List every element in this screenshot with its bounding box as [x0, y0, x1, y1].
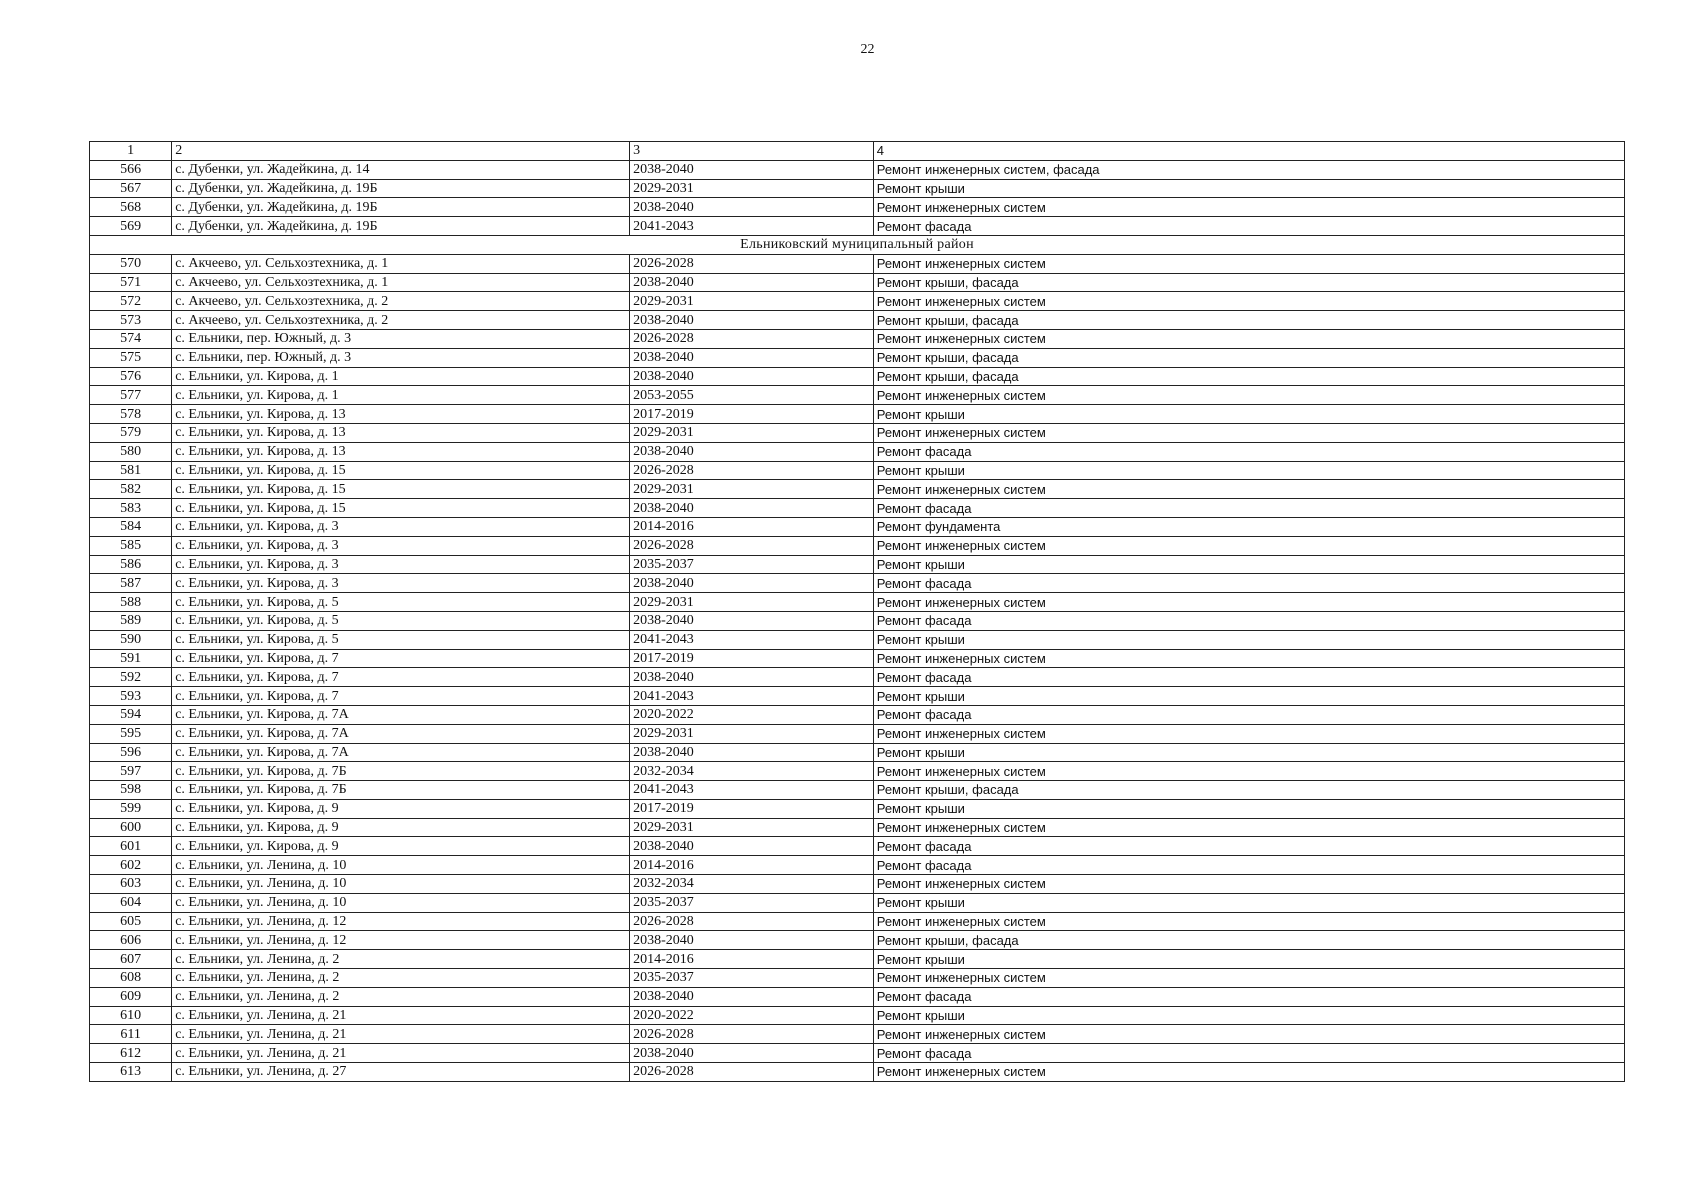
table-row: [90, 611, 1625, 630]
row-number-cell: 569: [90, 217, 172, 236]
work-type-cell: Ремонт крыши, фасада: [873, 781, 1624, 800]
address-cell: с. Ельники, ул. Кирова, д. 3: [172, 536, 630, 555]
row-number-cell: 612: [90, 1044, 172, 1063]
period-cell: 2026-2028: [630, 461, 874, 480]
work-type-cell: Ремонт крыши, фасада: [873, 367, 1624, 386]
table-row: [90, 405, 1625, 424]
address-cell: с. Акчеево, ул. Сельхозтехника, д. 2: [172, 311, 630, 330]
table-row: [90, 461, 1625, 480]
district-title: Ельниковский муниципальный район: [90, 235, 1625, 254]
period-cell: 2035-2037: [630, 893, 874, 912]
work-type-cell: Ремонт инженерных систем: [873, 649, 1624, 668]
address-cell: с. Ельники, ул. Ленина, д. 21: [172, 1006, 630, 1025]
period-cell: 2029-2031: [630, 423, 874, 442]
address-cell: с. Ельники, ул. Кирова, д. 7: [172, 649, 630, 668]
address-cell: с. Ельники, ул. Кирова, д. 7А: [172, 705, 630, 724]
row-number-cell: 589: [90, 611, 172, 630]
table-row: [90, 517, 1625, 536]
table-row: [90, 912, 1625, 931]
table-row: [90, 893, 1625, 912]
row-number-cell: 609: [90, 987, 172, 1006]
period-cell: 2017-2019: [630, 405, 874, 424]
address-cell: с. Ельники, ул. Ленина, д. 21: [172, 1025, 630, 1044]
row-number-cell: 583: [90, 499, 172, 518]
work-type-cell: Ремонт инженерных систем: [873, 254, 1624, 273]
period-cell: 2038-2040: [630, 931, 874, 950]
table-row: [90, 179, 1625, 198]
address-cell: с. Ельники, ул. Кирова, д. 7Б: [172, 781, 630, 800]
work-type-cell: Ремонт крыши: [873, 555, 1624, 574]
work-type-cell: Ремонт фасада: [873, 611, 1624, 630]
row-number-cell: 578: [90, 405, 172, 424]
table-row: [90, 875, 1625, 894]
period-cell: 2029-2031: [630, 480, 874, 499]
period-cell: 2032-2034: [630, 762, 874, 781]
row-number-cell: 594: [90, 705, 172, 724]
table-row: [90, 705, 1625, 724]
work-type-cell: Ремонт инженерных систем: [873, 423, 1624, 442]
table-row: [90, 668, 1625, 687]
work-type-cell: Ремонт крыши: [873, 950, 1624, 969]
work-type-cell: Ремонт инженерных систем, фасада: [873, 160, 1624, 179]
address-cell: с. Ельники, ул. Ленина, д. 12: [172, 912, 630, 931]
row-number-cell: 572: [90, 292, 172, 311]
period-cell: 2014-2016: [630, 517, 874, 536]
period-cell: 2038-2040: [630, 987, 874, 1006]
period-cell: 2026-2028: [630, 1025, 874, 1044]
address-cell: с. Ельники, ул. Ленина, д. 2: [172, 950, 630, 969]
period-cell: 2053-2055: [630, 386, 874, 405]
work-type-cell: Ремонт инженерных систем: [873, 1063, 1624, 1082]
table-row: [90, 856, 1625, 875]
work-type-cell: Ремонт крыши: [873, 630, 1624, 649]
table-row: [90, 217, 1625, 236]
table-row: [90, 1025, 1625, 1044]
work-type-cell: Ремонт фасада: [873, 856, 1624, 875]
table-row: [90, 799, 1625, 818]
work-type-cell: Ремонт фасада: [873, 987, 1624, 1006]
row-number-cell: 599: [90, 799, 172, 818]
address-cell: с. Ельники, пер. Южный, д. 3: [172, 329, 630, 348]
table-row: [90, 743, 1625, 762]
table-row: [90, 687, 1625, 706]
table-row: [90, 1044, 1625, 1063]
period-cell: 2017-2019: [630, 649, 874, 668]
period-cell: 2038-2040: [630, 311, 874, 330]
work-type-cell: Ремонт инженерных систем: [873, 762, 1624, 781]
table-row: [90, 273, 1625, 292]
table-row: [90, 1063, 1625, 1082]
table-row: [90, 1006, 1625, 1025]
table-row: [90, 311, 1625, 330]
table-row: [90, 442, 1625, 461]
address-cell: с. Ельники, ул. Кирова, д. 5: [172, 611, 630, 630]
row-number-cell: 582: [90, 480, 172, 499]
table-row: [90, 292, 1625, 311]
address-cell: с. Ельники, ул. Ленина, д. 21: [172, 1044, 630, 1063]
column-header-3: 3: [630, 142, 874, 161]
period-cell: 2026-2028: [630, 254, 874, 273]
table-row: [90, 781, 1625, 800]
row-number-cell: 597: [90, 762, 172, 781]
table-row: [90, 724, 1625, 743]
address-cell: с. Ельники, ул. Кирова, д. 15: [172, 480, 630, 499]
address-cell: с. Дубенки, ул. Жадейкина, д. 19Б: [172, 179, 630, 198]
period-cell: 2029-2031: [630, 292, 874, 311]
period-cell: 2038-2040: [630, 837, 874, 856]
column-header-1: 1: [90, 142, 172, 161]
page-number: 22: [860, 42, 875, 57]
table-row: [90, 480, 1625, 499]
period-cell: 2029-2031: [630, 179, 874, 198]
work-type-cell: Ремонт крыши: [873, 461, 1624, 480]
row-number-cell: 610: [90, 1006, 172, 1025]
row-number-cell: 584: [90, 517, 172, 536]
row-number-cell: 593: [90, 687, 172, 706]
period-cell: 2014-2016: [630, 856, 874, 875]
period-cell: 2038-2040: [630, 743, 874, 762]
period-cell: 2029-2031: [630, 818, 874, 837]
work-type-cell: Ремонт крыши, фасада: [873, 348, 1624, 367]
row-number-cell: 613: [90, 1063, 172, 1082]
table-body-top: [90, 160, 1625, 235]
table-row: [90, 987, 1625, 1006]
period-cell: 2026-2028: [630, 329, 874, 348]
row-number-cell: 600: [90, 818, 172, 837]
period-cell: 2035-2037: [630, 555, 874, 574]
table-row: [90, 931, 1625, 950]
period-cell: 2029-2031: [630, 724, 874, 743]
table-row: [90, 254, 1625, 273]
period-cell: 2041-2043: [630, 687, 874, 706]
work-type-cell: Ремонт крыши: [873, 687, 1624, 706]
row-number-cell: 581: [90, 461, 172, 480]
period-cell: 2038-2040: [630, 442, 874, 461]
table-row: [90, 762, 1625, 781]
work-type-cell: Ремонт фасада: [873, 837, 1624, 856]
address-cell: с. Ельники, ул. Кирова, д. 7А: [172, 743, 630, 762]
row-number-cell: 596: [90, 743, 172, 762]
address-cell: с. Ельники, ул. Кирова, д. 3: [172, 517, 630, 536]
work-type-cell: Ремонт инженерных систем: [873, 292, 1624, 311]
work-type-cell: Ремонт фундамента: [873, 517, 1624, 536]
address-cell: с. Ельники, ул. Ленина, д. 10: [172, 875, 630, 894]
row-number-cell: 595: [90, 724, 172, 743]
period-cell: 2038-2040: [630, 273, 874, 292]
row-number-cell: 602: [90, 856, 172, 875]
work-type-cell: Ремонт фасада: [873, 574, 1624, 593]
row-number-cell: 592: [90, 668, 172, 687]
period-cell: 2032-2034: [630, 875, 874, 894]
work-type-cell: Ремонт фасада: [873, 499, 1624, 518]
period-cell: 2026-2028: [630, 536, 874, 555]
work-type-cell: Ремонт крыши: [873, 893, 1624, 912]
address-cell: с. Ельники, ул. Кирова, д. 3: [172, 574, 630, 593]
row-number-cell: 575: [90, 348, 172, 367]
row-number-cell: 570: [90, 254, 172, 273]
period-cell: 2029-2031: [630, 593, 874, 612]
row-number-cell: 590: [90, 630, 172, 649]
work-type-cell: Ремонт инженерных систем: [873, 536, 1624, 555]
period-cell: 2020-2022: [630, 1006, 874, 1025]
address-cell: с. Акчеево, ул. Сельхозтехника, д. 1: [172, 273, 630, 292]
work-type-cell: Ремонт фасада: [873, 217, 1624, 236]
table-row: [90, 555, 1625, 574]
period-cell: 2038-2040: [630, 1044, 874, 1063]
table-row: [90, 649, 1625, 668]
work-type-cell: Ремонт крыши: [873, 743, 1624, 762]
table-row: [90, 386, 1625, 405]
repair-schedule-table: [89, 141, 1625, 1082]
period-cell: 2038-2040: [630, 160, 874, 179]
row-number-cell: 571: [90, 273, 172, 292]
address-cell: с. Ельники, ул. Кирова, д. 7: [172, 687, 630, 706]
address-cell: с. Акчеево, ул. Сельхозтехника, д. 2: [172, 292, 630, 311]
address-cell: с. Ельники, ул. Кирова, д. 5: [172, 593, 630, 612]
work-type-cell: Ремонт крыши: [873, 405, 1624, 424]
table-header: [90, 142, 1625, 161]
work-type-cell: Ремонт инженерных систем: [873, 818, 1624, 837]
row-number-cell: 577: [90, 386, 172, 405]
address-cell: с. Ельники, ул. Кирова, д. 13: [172, 442, 630, 461]
address-cell: с. Ельники, пер. Южный, д. 3: [172, 348, 630, 367]
table-row: [90, 536, 1625, 555]
table-row: [90, 348, 1625, 367]
address-cell: с. Ельники, ул. Кирова, д. 1: [172, 386, 630, 405]
work-type-cell: Ремонт инженерных систем: [873, 329, 1624, 348]
table-row: [90, 198, 1625, 217]
address-cell: с. Ельники, ул. Кирова, д. 15: [172, 461, 630, 480]
address-cell: с. Ельники, ул. Ленина, д. 2: [172, 969, 630, 988]
work-type-cell: Ремонт фасада: [873, 1044, 1624, 1063]
work-type-cell: Ремонт инженерных систем: [873, 724, 1624, 743]
period-cell: 2038-2040: [630, 611, 874, 630]
work-type-cell: Ремонт инженерных систем: [873, 198, 1624, 217]
address-cell: с. Дубенки, ул. Жадейкина, д. 19Б: [172, 217, 630, 236]
period-cell: 2017-2019: [630, 799, 874, 818]
work-type-cell: Ремонт инженерных систем: [873, 386, 1624, 405]
address-cell: с. Акчеево, ул. Сельхозтехника, д. 1: [172, 254, 630, 273]
district-section: [90, 235, 1625, 254]
address-cell: с. Ельники, ул. Кирова, д. 9: [172, 799, 630, 818]
period-cell: 2026-2028: [630, 1063, 874, 1082]
table-row: [90, 160, 1625, 179]
period-cell: 2038-2040: [630, 198, 874, 217]
row-number-cell: 568: [90, 198, 172, 217]
table-row: [90, 969, 1625, 988]
district-row: [90, 235, 1625, 254]
column-header-4: 4: [873, 142, 1624, 161]
row-number-cell: 603: [90, 875, 172, 894]
table-row: [90, 950, 1625, 969]
work-type-cell: Ремонт крыши, фасада: [873, 311, 1624, 330]
row-number-cell: 573: [90, 311, 172, 330]
work-type-cell: Ремонт инженерных систем: [873, 875, 1624, 894]
work-type-cell: Ремонт крыши: [873, 799, 1624, 818]
address-cell: с. Ельники, ул. Кирова, д. 7: [172, 668, 630, 687]
period-cell: 2038-2040: [630, 668, 874, 687]
period-cell: 2041-2043: [630, 630, 874, 649]
period-cell: 2014-2016: [630, 950, 874, 969]
column-number-row: [90, 142, 1625, 161]
period-cell: 2038-2040: [630, 574, 874, 593]
table-row: [90, 630, 1625, 649]
row-number-cell: 605: [90, 912, 172, 931]
table-row: [90, 367, 1625, 386]
column-header-2: 2: [172, 142, 630, 161]
address-cell: с. Ельники, ул. Кирова, д. 13: [172, 423, 630, 442]
row-number-cell: 576: [90, 367, 172, 386]
address-cell: с. Ельники, ул. Кирова, д. 13: [172, 405, 630, 424]
work-type-cell: Ремонт инженерных систем: [873, 912, 1624, 931]
period-cell: 2038-2040: [630, 367, 874, 386]
row-number-cell: 608: [90, 969, 172, 988]
work-type-cell: Ремонт фасада: [873, 705, 1624, 724]
table-row: [90, 818, 1625, 837]
address-cell: с. Ельники, ул. Кирова, д. 9: [172, 818, 630, 837]
work-type-cell: Ремонт инженерных систем: [873, 1025, 1624, 1044]
row-number-cell: 580: [90, 442, 172, 461]
address-cell: с. Ельники, ул. Кирова, д. 7А: [172, 724, 630, 743]
row-number-cell: 574: [90, 329, 172, 348]
address-cell: с. Ельники, ул. Кирова, д. 9: [172, 837, 630, 856]
address-cell: с. Дубенки, ул. Жадейкина, д. 19Б: [172, 198, 630, 217]
table-row: [90, 593, 1625, 612]
address-cell: с. Ельники, ул. Кирова, д. 3: [172, 555, 630, 574]
row-number-cell: 606: [90, 931, 172, 950]
row-number-cell: 587: [90, 574, 172, 593]
work-type-cell: Ремонт крыши, фасада: [873, 273, 1624, 292]
work-type-cell: Ремонт инженерных систем: [873, 969, 1624, 988]
address-cell: с. Ельники, ул. Ленина, д. 27: [172, 1063, 630, 1082]
row-number-cell: 566: [90, 160, 172, 179]
row-number-cell: 567: [90, 179, 172, 198]
address-cell: с. Ельники, ул. Ленина, д. 10: [172, 856, 630, 875]
period-cell: 2026-2028: [630, 912, 874, 931]
period-cell: 2038-2040: [630, 499, 874, 518]
table-row: [90, 837, 1625, 856]
address-cell: с. Ельники, ул. Ленина, д. 12: [172, 931, 630, 950]
period-cell: 2035-2037: [630, 969, 874, 988]
work-type-cell: Ремонт инженерных систем: [873, 593, 1624, 612]
period-cell: 2041-2043: [630, 217, 874, 236]
address-cell: с. Ельники, ул. Кирова, д. 1: [172, 367, 630, 386]
row-number-cell: 579: [90, 423, 172, 442]
work-type-cell: Ремонт фасада: [873, 668, 1624, 687]
row-number-cell: 604: [90, 893, 172, 912]
row-number-cell: 591: [90, 649, 172, 668]
row-number-cell: 588: [90, 593, 172, 612]
row-number-cell: 611: [90, 1025, 172, 1044]
row-number-cell: 601: [90, 837, 172, 856]
period-cell: 2038-2040: [630, 348, 874, 367]
address-cell: с. Ельники, ул. Кирова, д. 7Б: [172, 762, 630, 781]
table-row: [90, 329, 1625, 348]
table-row: [90, 423, 1625, 442]
address-cell: с. Ельники, ул. Кирова, д. 15: [172, 499, 630, 518]
period-cell: 2041-2043: [630, 781, 874, 800]
row-number-cell: 585: [90, 536, 172, 555]
work-type-cell: Ремонт крыши: [873, 179, 1624, 198]
work-type-cell: Ремонт крыши: [873, 1006, 1624, 1025]
work-type-cell: Ремонт крыши, фасада: [873, 931, 1624, 950]
row-number-cell: 586: [90, 555, 172, 574]
work-type-cell: Ремонт инженерных систем: [873, 480, 1624, 499]
work-type-cell: Ремонт фасада: [873, 442, 1624, 461]
table-row: [90, 499, 1625, 518]
address-cell: с. Ельники, ул. Ленина, д. 10: [172, 893, 630, 912]
table-row: [90, 574, 1625, 593]
address-cell: с. Ельники, ул. Кирова, д. 5: [172, 630, 630, 649]
table-body-main: [90, 254, 1625, 1081]
address-cell: с. Ельники, ул. Ленина, д. 2: [172, 987, 630, 1006]
address-cell: с. Дубенки, ул. Жадейкина, д. 14: [172, 160, 630, 179]
row-number-cell: 598: [90, 781, 172, 800]
period-cell: 2020-2022: [630, 705, 874, 724]
row-number-cell: 607: [90, 950, 172, 969]
